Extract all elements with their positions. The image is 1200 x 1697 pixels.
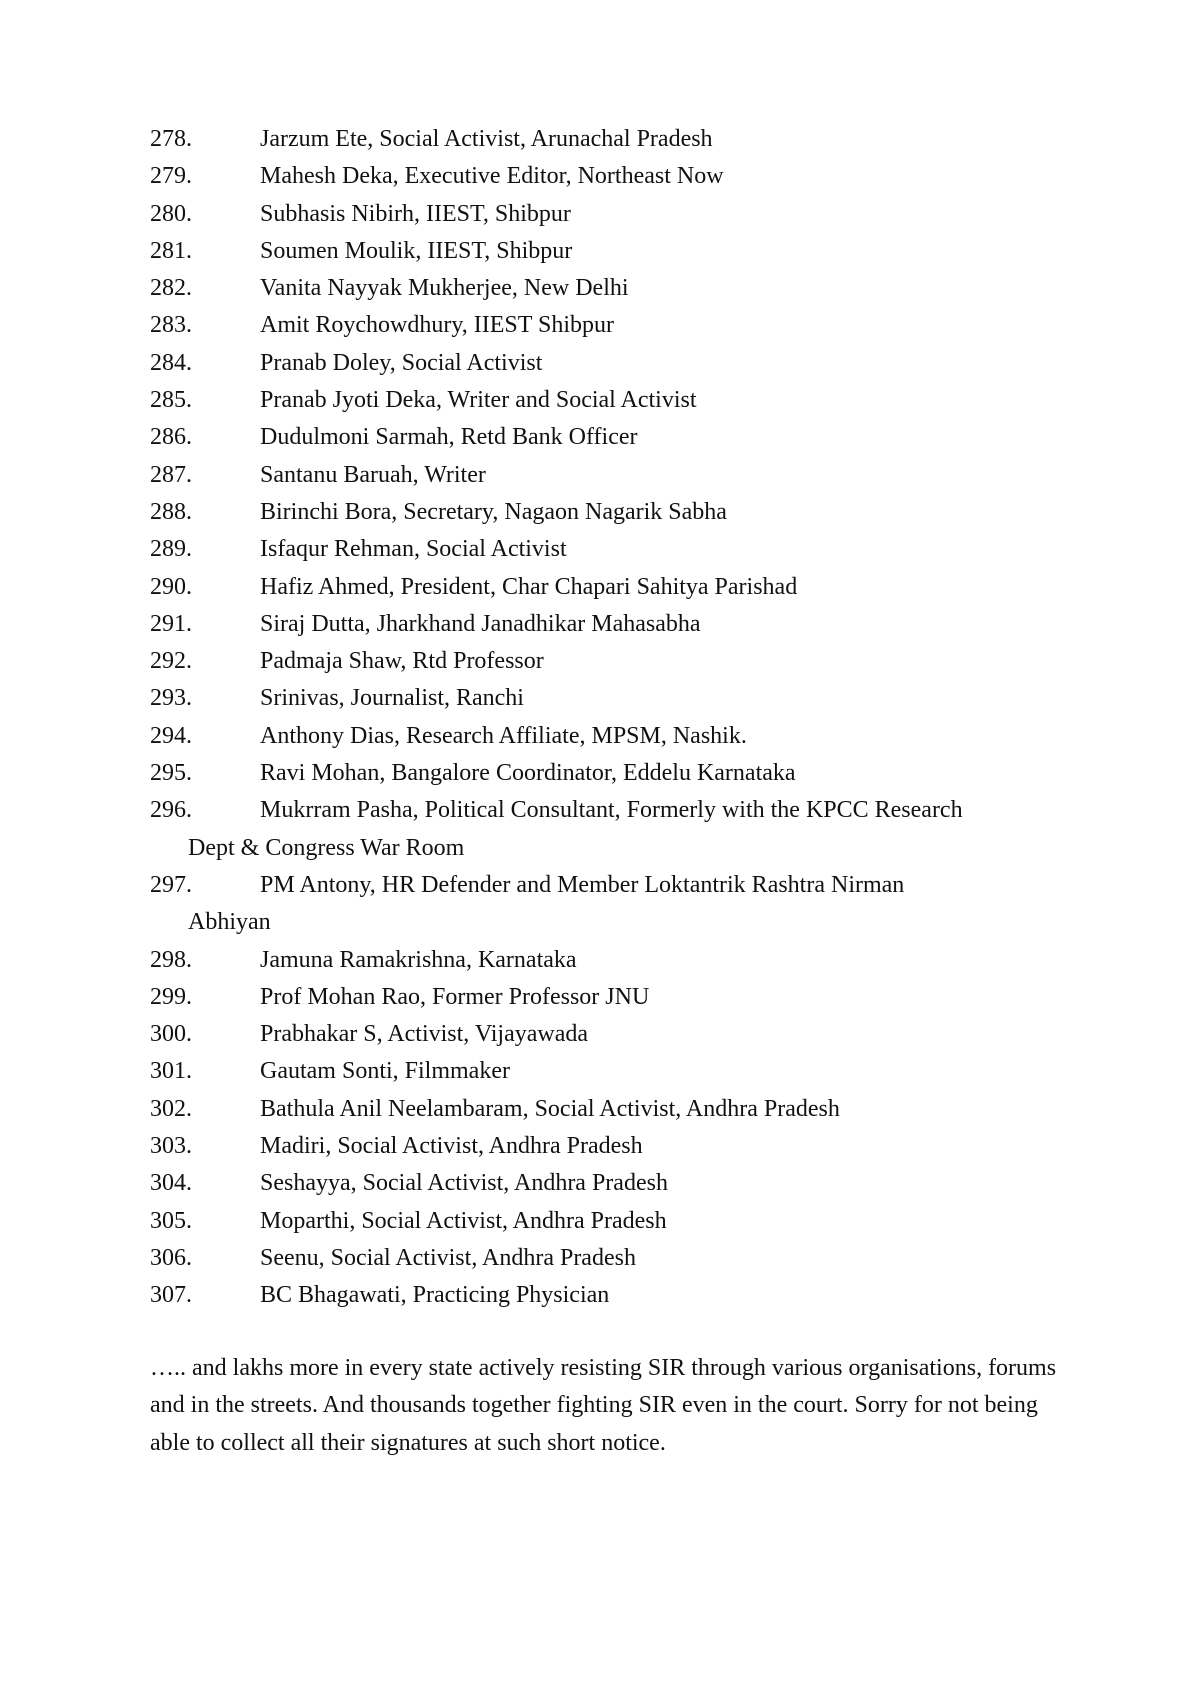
- signatory-entry: [150, 419, 1110, 456]
- entry-number: 281.: [150, 237, 192, 264]
- signatory-entry: [150, 158, 1110, 195]
- entry-text-continuation: Abhiyan: [188, 909, 271, 936]
- entry-number: 286.: [150, 424, 192, 451]
- entry-text: Mahesh Deka, Executive Editor, Northeast Now: [260, 163, 724, 190]
- entry-number: 295.: [150, 760, 192, 787]
- entry-text: Amit Roychowdhury, IIEST Shibpur: [260, 312, 614, 339]
- entry-text: Ravi Mohan, Bangalore Coordinator, Eddelu Karnataka: [260, 760, 796, 787]
- signatory-entry: [150, 531, 1110, 568]
- entry-text: Hafiz Ahmed, President, Char Chapari Sahitya Parishad: [260, 573, 798, 600]
- entry-text: Seenu, Social Activist, Andhra Pradesh: [260, 1244, 636, 1271]
- entry-number: 302.: [150, 1095, 192, 1122]
- entry-text: Birinchi Bora, Secretary, Nagaon Nagarik Sabha: [260, 498, 727, 525]
- entry-text: Jarzum Ete, Social Activist, Arunachal Pradesh: [260, 126, 713, 152]
- entry-text: Mukrram Pasha, Political Consultant, Formerly with the KPCC Research: [260, 797, 963, 824]
- entry-number: 301.: [150, 1058, 192, 1085]
- entry-text: BC Bhagawati, Practicing Physician: [260, 1282, 610, 1309]
- signatory-entry: [150, 307, 1110, 344]
- entry-text: Soumen Moulik, IIEST, Shibpur: [260, 237, 573, 264]
- entry-number: 300.: [150, 1021, 192, 1048]
- signatory-entry: [150, 270, 1110, 307]
- signatory-entry: [150, 569, 1110, 606]
- closing-paragraph: ….. and lakhs more in every state actively resisting SIR through various organisations, forums and in the streets. And thousands together fighting SIR even in the court. Sorry for not being able to collect all their signatures at such short notice.: [150, 1355, 1057, 1456]
- entry-text: Pranab Jyoti Deka, Writer and Social Activist: [260, 387, 697, 414]
- signatory-entry: [150, 755, 1110, 792]
- entry-number: 292.: [150, 648, 192, 675]
- entry-number: 287.: [150, 461, 192, 488]
- signatory-entry: [150, 121, 1110, 158]
- entry-number: 282.: [150, 275, 192, 302]
- entry-number: 306.: [150, 1244, 192, 1271]
- signatory-entry: [150, 718, 1110, 755]
- signatory-entry: [150, 1128, 1110, 1165]
- entry-number: 283.: [150, 312, 192, 339]
- signatory-entry: [150, 867, 1110, 942]
- entry-text: Isfaqur Rehman, Social Activist: [260, 536, 567, 563]
- signatory-entry: [150, 792, 1110, 867]
- entry-number: 278.: [150, 126, 192, 152]
- signatory-entry: [150, 680, 1110, 717]
- entry-text: Subhasis Nibirh, IIEST, Shibpur: [260, 200, 571, 227]
- entry-number: 284.: [150, 349, 192, 376]
- entry-text: Siraj Dutta, Jharkhand Janadhikar Mahasabha: [260, 610, 701, 637]
- entry-number: 305.: [150, 1207, 192, 1234]
- entry-number: 290.: [150, 573, 192, 600]
- signatory-entry: [150, 1203, 1110, 1240]
- entry-text: Moparthi, Social Activist, Andhra Pradesh: [260, 1207, 667, 1234]
- entry-number: 296.: [150, 797, 192, 824]
- entry-text: Santanu Baruah, Writer: [260, 461, 486, 488]
- signatory-entry: [150, 1053, 1110, 1090]
- entry-number: 293.: [150, 685, 192, 712]
- entry-text: Jamuna Ramakrishna, Karnataka: [260, 946, 577, 973]
- signatory-entry: [150, 1240, 1110, 1277]
- signatory-entry: [150, 457, 1110, 494]
- entry-number: 288.: [150, 498, 192, 525]
- entry-text: Pranab Doley, Social Activist: [260, 349, 543, 376]
- entry-number: 298.: [150, 946, 192, 973]
- signatory-entry: [150, 1165, 1110, 1202]
- signatory-entry: [150, 1091, 1110, 1128]
- entry-text: Madiri, Social Activist, Andhra Pradesh: [260, 1133, 643, 1160]
- entry-text-continuation: Dept & Congress War Room: [188, 834, 465, 861]
- signatory-list: [150, 121, 1110, 1315]
- entry-number: 304.: [150, 1170, 192, 1197]
- entry-number: 289.: [150, 536, 192, 563]
- signatory-entry: [150, 382, 1110, 419]
- signatory-entry: [150, 643, 1110, 680]
- entry-number: 279.: [150, 163, 192, 190]
- entry-text: Dudulmoni Sarmah, Retd Bank Officer: [260, 424, 638, 451]
- entry-text: PM Antony, HR Defender and Member Loktantrik Rashtra Nirman: [260, 871, 905, 898]
- signatory-entry: [150, 196, 1110, 233]
- signatory-entry: [150, 1277, 1110, 1314]
- entry-number: 285.: [150, 387, 192, 414]
- entry-text: Gautam Sonti, Filmmaker: [260, 1058, 510, 1085]
- signatory-entry: [150, 979, 1110, 1016]
- entry-text: Padmaja Shaw, Rtd Professor: [260, 648, 544, 675]
- signatory-entry: [150, 494, 1110, 531]
- signatory-entry: [150, 1016, 1110, 1053]
- entry-number: 291.: [150, 610, 192, 637]
- signatory-entry: [150, 606, 1110, 643]
- entry-number: 299.: [150, 983, 192, 1010]
- entry-number: 307.: [150, 1282, 192, 1309]
- entry-number: 303.: [150, 1133, 192, 1160]
- signatory-entry: [150, 942, 1110, 979]
- entry-text: Prabhakar S, Activist, Vijayawada: [260, 1021, 589, 1048]
- entry-number: 294.: [150, 722, 192, 749]
- entry-text: Prof Mohan Rao, Former Professor JNU: [260, 983, 650, 1010]
- signatory-entry: [150, 233, 1110, 270]
- entry-number: 280.: [150, 200, 192, 227]
- entry-number: 297.: [150, 871, 192, 898]
- entry-text: Anthony Dias, Research Affiliate, MPSM, Nashik.: [260, 722, 747, 749]
- entry-text: Seshayya, Social Activist, Andhra Pradesh: [260, 1170, 668, 1197]
- entry-text: Srinivas, Journalist, Ranchi: [260, 685, 524, 712]
- entry-text: Vanita Nayyak Mukherjee, New Delhi: [260, 275, 629, 302]
- entry-text: Bathula Anil Neelambaram, Social Activist, Andhra Pradesh: [260, 1095, 840, 1122]
- signatory-entry: [150, 345, 1110, 382]
